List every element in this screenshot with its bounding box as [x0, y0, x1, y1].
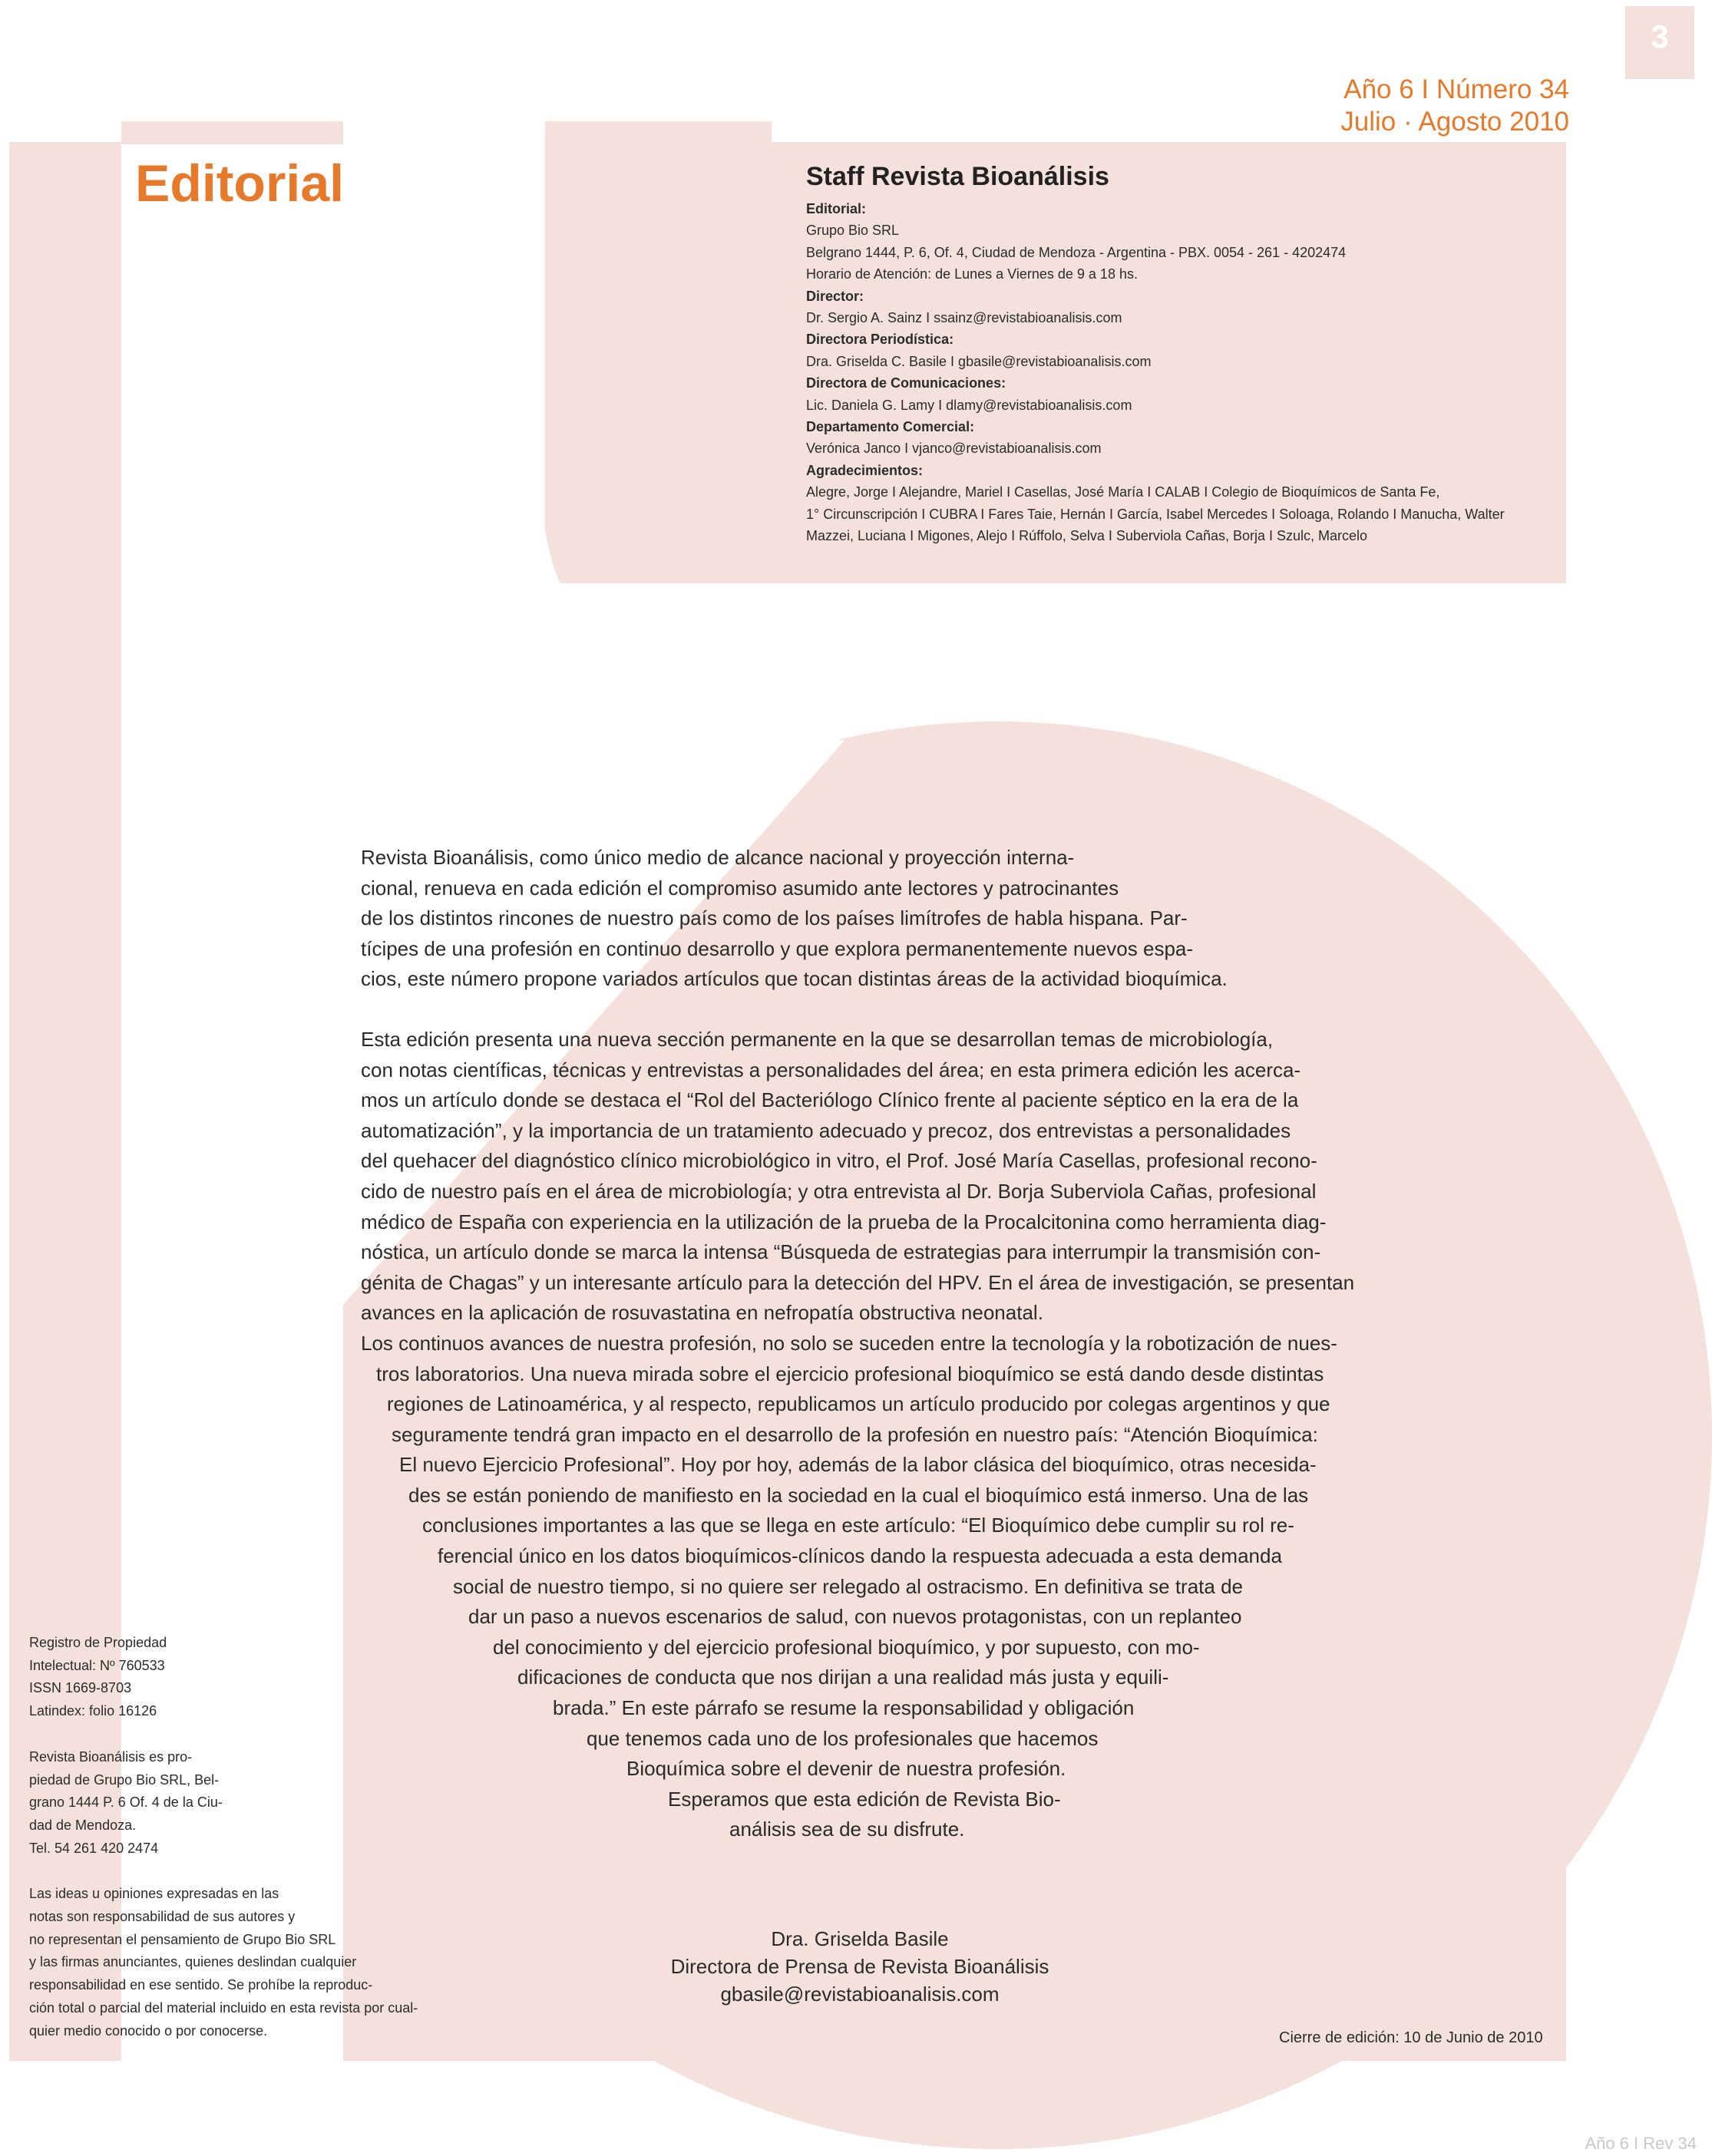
body-line: dificaciones de conducta que nos dirijan a una realidad más justa y equili- — [517, 1666, 1169, 1689]
page-title: Editorial — [135, 154, 345, 213]
body-line: Bioquímica sobre el devenir de nuestra profesión. — [626, 1757, 1066, 1781]
staff-label: Agradecimientos: — [806, 462, 924, 478]
signature-name: Dra. Griselda Basile — [771, 1927, 949, 1950]
issue-date: Julio · Agosto 2010 — [1340, 107, 1569, 137]
body-line: seguramente tendrá gran impacto en el desarrollo de la profesión en nuestro país: “Atención Bioquímica: — [392, 1422, 1318, 1446]
staff-label: Editorial: — [806, 201, 867, 216]
body-line: conclusiones importantes a las que se llega en este artículo: “El Bioquímico debe cumplir su rol re- — [422, 1514, 1294, 1537]
body-line: des se están poniendo de manifiesto en la sociedad en la cual el bioquímico está inmerso. Una de las — [408, 1483, 1309, 1507]
body-line: Esta edición presenta una nueva sección permanente en la que se desarrollan temas de microbiología, — [361, 1027, 1274, 1051]
body-line: con notas científicas, técnicas y entrevistas a personalidades del área; en esta primera edición les acerca- — [361, 1058, 1301, 1081]
editorial-body — [361, 843, 1390, 1845]
sidebar-line: ISSN 1669-8703 — [29, 1680, 132, 1696]
signature-role: Directora de Prensa de Revista Bioanálisis — [670, 1955, 1049, 1978]
sidebar-line: ción total o parcial del material incluido en esta revista por cual- — [29, 1999, 418, 2016]
staff-label: Directora de Comunicaciones: — [806, 375, 1006, 391]
body-line: análisis sea de su disfrute. — [729, 1818, 965, 1841]
page-number: 3 — [1625, 6, 1694, 79]
staff-heading: Staff Revista Bioanálisis — [806, 162, 1109, 191]
sidebar-notes — [29, 1632, 490, 2065]
issue-info — [1340, 74, 1569, 138]
staff-value: Verónica Janco I vjanco@revistabioanalisis.com — [806, 441, 1102, 457]
sidebar-ownership — [29, 1746, 490, 1860]
sidebar-line: Las ideas u opiniones expresadas en las — [29, 1886, 279, 1902]
sidebar-line: notas son responsabilidad de sus autores y — [29, 1909, 296, 1925]
staff-value: Lic. Daniela G. Lamy I dlamy@revistabioanalisis.com — [806, 397, 1132, 413]
sidebar-disclaimer — [29, 1883, 490, 2042]
paragraph-2 — [361, 1025, 1390, 1329]
sidebar-line: Latindex: folio 16126 — [29, 1703, 157, 1719]
staff-value: Dra. Griselda C. Basile I gbasile@revistabioanalisis.com — [806, 353, 1152, 369]
body-line: tros laboratorios. Una nueva mirada sobre el ejercicio profesional bioquímico se está dando desde distintas — [376, 1362, 1324, 1385]
paragraph-3 — [361, 1329, 1390, 1845]
body-line: génita de Chagas” y un interesante artículo para la detección del HPV. En el área de investigación, se presentan — [361, 1270, 1355, 1294]
body-line: que tenemos cada uno de los profesionales que hacemos — [587, 1726, 1099, 1750]
body-line: médico de España con experiencia en la utilización de la prueba de la Procalcitonina como herramienta diag- — [361, 1210, 1327, 1233]
sidebar-line: Intelectual: Nº 760533 — [29, 1657, 165, 1673]
body-line: automatización”, y la importancia de un tratamiento adecuado y precoz, dos entrevistas a personalidades — [361, 1118, 1291, 1142]
staff-value: Alegre, Jorge I Alejandre, Mariel I Casellas, José María I CALAB I Colegio de Bioquímicos de Santa Fe, — [806, 484, 1440, 500]
body-line: de los distintos rincones de nuestro país como de los países limítrofes de habla hispana. Par- — [361, 906, 1188, 930]
body-line: regiones de Latinoamérica, y al respecto, republicamos un artículo producido por colegas argentinos y que — [387, 1392, 1330, 1416]
signature-email[interactable]: gbasile@revistabioanalisis.com — [720, 1983, 1000, 2006]
body-line: brada.” En este párrafo se resume la responsabilidad y obligación — [553, 1696, 1135, 1720]
body-line: nóstica, un artículo donde se marca la intensa “Búsqueda de estrategias para interrumpir la transmisión con- — [361, 1240, 1321, 1264]
sidebar-line: piedad de Grupo Bio SRL, Bel- — [29, 1771, 220, 1788]
staff-value: Belgrano 1444, P. 6, Of. 4, Ciudad de Mendoza - Argentina - PBX. 0054 - 261 - 4202474 — [806, 244, 1347, 260]
body-line: El nuevo Ejercicio Profesional”. Hoy por hoy, además de la labor clásica del bioquímico, otras necesida- — [399, 1453, 1317, 1477]
staff-label: Directora Periodística: — [806, 332, 954, 348]
staff-label: Departamento Comercial: — [806, 419, 975, 435]
body-line: ferencial único en los datos bioquímicos-clínicos dando la respuesta adecuada a esta demanda — [438, 1544, 1282, 1568]
staff-value: 1° Circunscripción I CUBRA I Fares Taie, Hernán I García, Isabel Mercedes I Soloaga, Rolando I Manucha, Walter — [806, 506, 1505, 522]
body-line: cido de nuestro país en el área de microbiología; y otra entrevista al Dr. Borja Suberviola Cañas, profesional — [361, 1179, 1317, 1203]
body-line: cios, este número propone variados artículos que tocan distintas áreas de la actividad bioquímica. — [361, 967, 1228, 991]
body-line: cional, renueva en cada edición el compromiso asumido ante lectores y patrocinantes — [361, 876, 1119, 900]
body-line: dar un paso a nuevos escenarios de salud, con nuevos protagonistas, con un replanteo — [468, 1605, 1242, 1629]
paragraph-1 — [361, 843, 1390, 995]
body-line: mos un artículo donde se destaca el “Rol del Bacteriólogo Clínico frente al paciente séptico en la era de la — [361, 1088, 1299, 1112]
body-line: Revista Bioanálisis, como único medio de alcance nacional y proyección interna- — [361, 846, 1075, 869]
body-line: del quehacer del diagnóstico clínico microbiológico in vitro, el Prof. José María Casellas, profesional recono- — [361, 1149, 1317, 1173]
footer-issue: Año 6 I Rev 34 — [1585, 2134, 1697, 2153]
sidebar-line: quier medio conocido o por conocerse. — [29, 2022, 268, 2039]
staff-lines — [806, 198, 1543, 547]
sidebar-line: y las firmas anunciantes, quienes deslindan cualquier — [29, 1954, 357, 1970]
body-line: del conocimiento y del ejercicio profesional bioquímico, y por supuesto, con mo- — [493, 1635, 1200, 1659]
body-line: social de nuestro tiempo, si no quiere ser relegado al ostracismo. En definitiva se trata de — [453, 1574, 1243, 1598]
closing-date: Cierre de edición: 10 de Junio de 2010 — [1279, 2029, 1543, 2046]
sidebar-line: Revista Bioanálisis es pro- — [29, 1748, 193, 1765]
body-line: Los continuos avances de nuestra profesión, no solo se suceden entre la tecnología y la robotización de nues- — [361, 1331, 1337, 1355]
staff-box — [806, 160, 1543, 547]
issue-number: Año 6 I Número 34 — [1343, 74, 1569, 104]
staff-label: Director: — [806, 288, 864, 304]
sidebar-registry — [29, 1632, 490, 1723]
sidebar-line: responsabilidad en ese sentido. Se prohíbe la reproduc- — [29, 1977, 373, 1993]
sidebar-line: dad de Mendoza. — [29, 1817, 137, 1833]
staff-value: Dr. Sergio A. Sainz I ssainz@revistabioanalisis.com — [806, 310, 1122, 326]
sidebar-line: Tel. 54 261 420 2474 — [29, 1840, 159, 1856]
signature — [630, 1925, 1090, 2008]
sidebar-line: no representan el pensamiento de Grupo Bio SRL — [29, 1931, 336, 1947]
body-line: tícipes de una profesión en continuo desarrollo y que explora permanentemente nuevos espa- — [361, 936, 1194, 960]
staff-value: Grupo Bio SRL — [806, 223, 900, 239]
staff-value: Horario de Atención: de Lunes a Viernes de 9 a 18 hs. — [806, 266, 1138, 282]
staff-value: Mazzei, Luciana I Migones, Alejo I Rúffolo, Selva I Suberviola Cañas, Borja I Szulc, Marcelo — [806, 528, 1368, 544]
body-line: Esperamos que esta edición de Revista Bio- — [668, 1787, 1061, 1811]
body-line: avances en la aplicación de rosuvastatina en nefropatía obstructiva neonatal. — [361, 1301, 1043, 1325]
sidebar-line: grano 1444 P. 6 Of. 4 de la Ciu- — [29, 1794, 223, 1811]
sidebar-line: Registro de Propiedad — [29, 1635, 167, 1650]
